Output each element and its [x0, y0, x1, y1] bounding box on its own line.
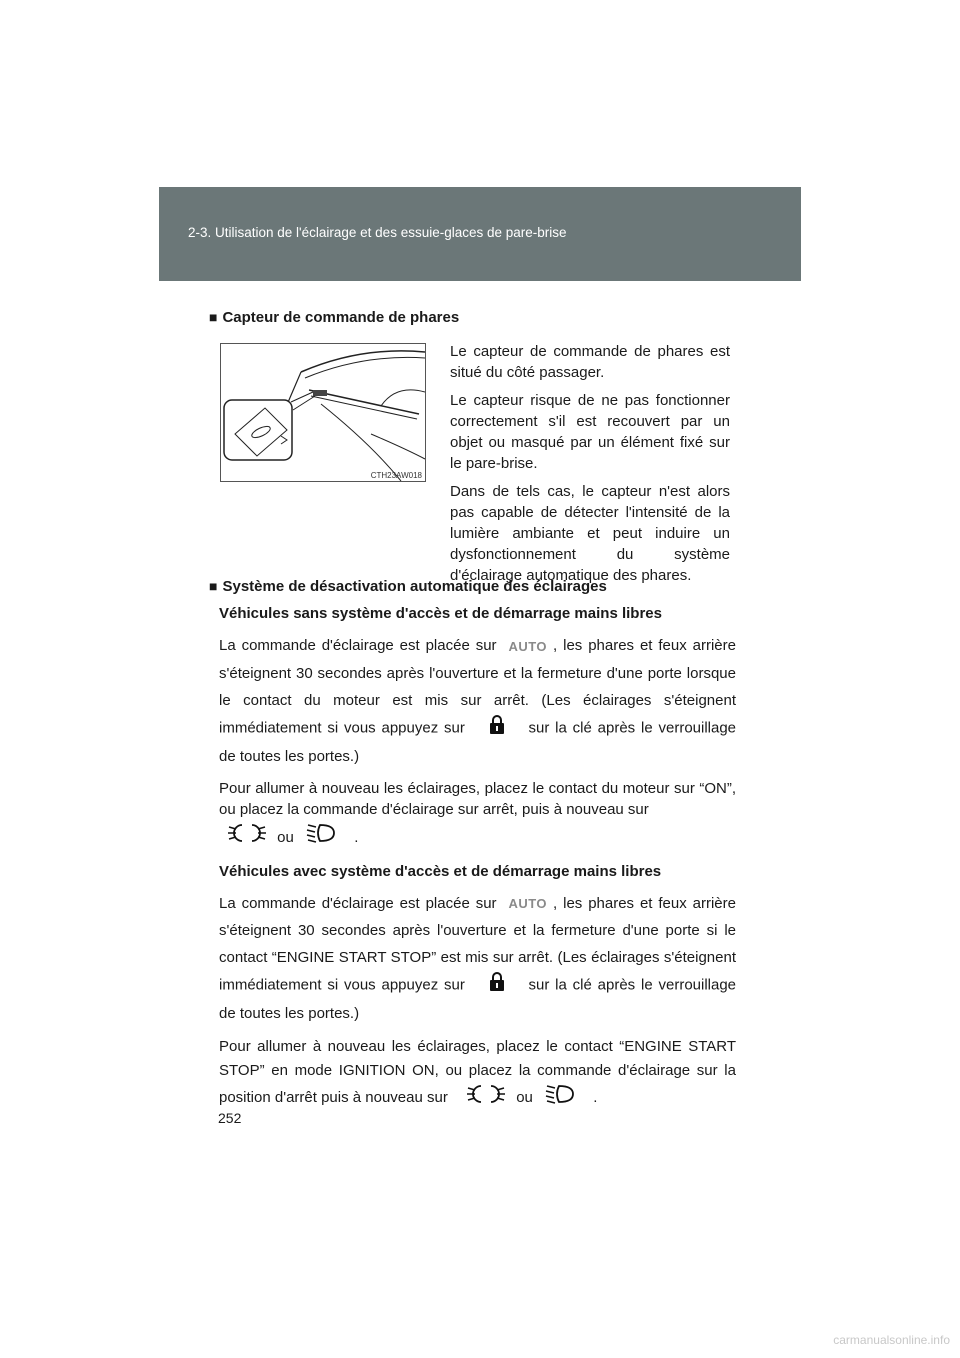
sensor-paragraph-3: Dans de tels cas, le capteur n'est alors pas capable de détecter l'intensité de la lumière ambiante et peut induire un dysfonctionnement du système d'éclairage automatique des phares.	[450, 483, 730, 584]
subheading-with-smart-key: Véhicules avec système d'accès et de démarrage mains libres	[219, 862, 662, 880]
section-heading-auto-off	[209, 578, 607, 595]
paragraph-without-1: La commande d'éclairage est placée sur AUTO , les phares et feux arrière s'éteignent 30 secondes après l'ouverture et la fermeture d'une porte lorsque le contact du moteur est mis sur arrêt. (Les éclairages s'éteignent immédiatement si vous appuyez sur sur la clé après le verrouillage de toutes les portes.)	[219, 632, 736, 770]
paragraph-without-2-icons: ou .	[219, 822, 736, 855]
section-body	[219, 603, 736, 1113]
lock-icon	[489, 714, 505, 743]
subheading-without-smart-key: Véhicules sans système d'accès et de démarrage mains libres	[219, 605, 662, 622]
section-heading-sensor	[209, 309, 459, 326]
chapter-title: 2-3. Utilisation de l'éclairage et des essuie-glaces de pare-brise	[188, 225, 567, 240]
sensor-paragraph-2: Le capteur risque de ne pas fonctionner correctement s'il est recouvert par un objet ou masqué par un élément fixé sur le pare-brise.	[450, 392, 730, 472]
parking-light-icon	[466, 1083, 506, 1113]
sensor-description	[450, 341, 730, 593]
paragraph-with-2: Pour allumer à nouveau les éclairages, placez le contact “ENGINE START STOP” en mode IGNITION ON, ou placez la commande d'éclairage sur la position d'arrêt puis à nouveau sur ou .	[219, 1035, 736, 1113]
heading-text: Système de désactivation automatique des éclairages	[222, 578, 607, 595]
auto-icon: AUTO	[508, 638, 548, 654]
headlight-icon	[543, 1083, 577, 1113]
auto-icon: AUTO	[508, 896, 548, 912]
page-number: 252	[218, 1110, 242, 1126]
sensor-paragraph-1: Le capteur de commande de phares est situé du côté passager.	[450, 343, 730, 381]
lock-icon	[489, 971, 505, 1000]
bullet-square-icon: ■	[209, 309, 218, 325]
heading-text: Capteur de commande de phares	[222, 309, 460, 326]
paragraph-with-1: La commande d'éclairage est placée sur AUTO , les phares et feux arrière s'éteignent 30 secondes après l'ouverture et la fermeture d'une porte si le contact “ENGINE START STOP” est mis sur arrêt. (Les éclairages s'éteignent immédiatement si vous appuyez sur sur la clé après le verrouillage de toutes les portes.)	[219, 890, 736, 1028]
parking-light-icon	[227, 822, 267, 855]
headlight-icon	[304, 822, 338, 855]
chapter-header	[159, 187, 801, 281]
sensor-illustration	[220, 343, 426, 482]
paragraph-without-2: Pour allumer à nouveau les éclairages, placez le contact du moteur sur “ON”, ou placez la commande d'éclairage sur arrêt, puis à nouveau sur	[219, 779, 736, 818]
figure-code: CTH23AW018	[370, 471, 422, 480]
bullet-square-icon: ■	[209, 578, 218, 594]
watermark-footer: carmanualsonline.info	[833, 1333, 950, 1347]
